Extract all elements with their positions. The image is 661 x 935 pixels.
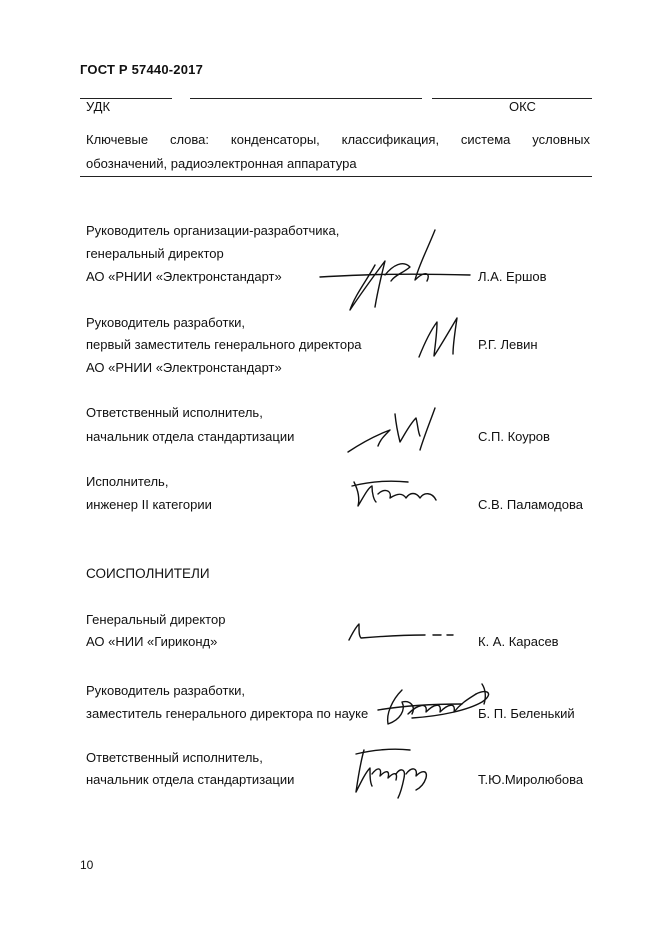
signatory-4-name: С.В. Паламодова — [478, 497, 583, 512]
co-signatory-2-line-2: заместитель генерального директора по науке — [86, 706, 369, 721]
keywords-line-2: обозначений, радиоэлектронная аппаратура — [86, 156, 357, 171]
signature-kourov — [340, 402, 460, 462]
signatory-4-line-1: Исполнитель, — [86, 474, 169, 489]
keywords-line-1 — [86, 128, 590, 152]
co-signatory-3-line-1: Ответственный исполнитель, — [86, 750, 263, 765]
keyword-3: система — [460, 132, 511, 147]
co-signatory-1-line-2: АО «НИИ «Гириконд» — [86, 634, 218, 649]
keyword-2: классификация, — [341, 132, 440, 147]
signature-karasev — [345, 620, 460, 645]
keywords-block — [86, 128, 590, 176]
signatory-2-name: Р.Г. Левин — [478, 337, 538, 352]
signatory-1-name: Л.А. Ершов — [478, 269, 547, 284]
signature-levin — [415, 312, 470, 362]
rule-top-3 — [432, 98, 592, 99]
signatory-3-line-1: Ответственный исполнитель, — [86, 405, 263, 420]
keywords-label: Ключевые — [86, 132, 149, 147]
keyword-1: конденсаторы, — [230, 132, 320, 147]
udk-label: УДК — [86, 99, 111, 114]
co-signatory-2-line-1: Руководитель разработки, — [86, 683, 246, 698]
keyword-4: условных — [532, 132, 590, 147]
signatory-1-line-2: генеральный директор — [86, 246, 224, 261]
co-signatory-3-line-2: начальник отдела стандартизации — [86, 772, 295, 787]
co-section-title: СОИСПОЛНИТЕЛИ — [86, 566, 210, 581]
rule-top-1 — [80, 98, 172, 99]
co-signatory-3-name: Т.Ю.Миролюбова — [478, 772, 584, 787]
oks-label: ОКС — [509, 99, 536, 114]
signatory-2-line-2: первый заместитель генерального директора — [86, 337, 362, 352]
signatory-4-line-2: инженер II категории — [86, 497, 212, 512]
signature-ershov — [315, 225, 475, 320]
signatory-1-line-3: АО «РНИИ «Электронстандарт» — [86, 269, 282, 284]
signatory-3-line-2: начальник отдела стандартизации — [86, 429, 295, 444]
co-signatory-2-name: Б. П. Беленький — [478, 706, 575, 721]
signatory-3-name: С.П. Коуров — [478, 429, 550, 444]
rule-top-2 — [190, 98, 422, 99]
page-number: 10 — [80, 858, 94, 872]
document-header: ГОСТ Р 57440-2017 — [80, 62, 204, 77]
co-signatory-1-name: К. А. Карасев — [478, 634, 559, 649]
signature-palamodova — [348, 472, 443, 512]
rule-keywords-bottom — [80, 176, 592, 177]
signatory-2-line-3: АО «РНИИ «Электронстандарт» — [86, 360, 282, 375]
signature-mirolyubova — [352, 744, 437, 799]
signatory-1-line-1: Руководитель организации-разработчика, — [86, 223, 340, 238]
co-signatory-1-line-1: Генеральный директор — [86, 612, 226, 627]
signatory-2-line-1: Руководитель разработки, — [86, 315, 246, 330]
keywords-word-slova: слова: — [169, 132, 210, 147]
